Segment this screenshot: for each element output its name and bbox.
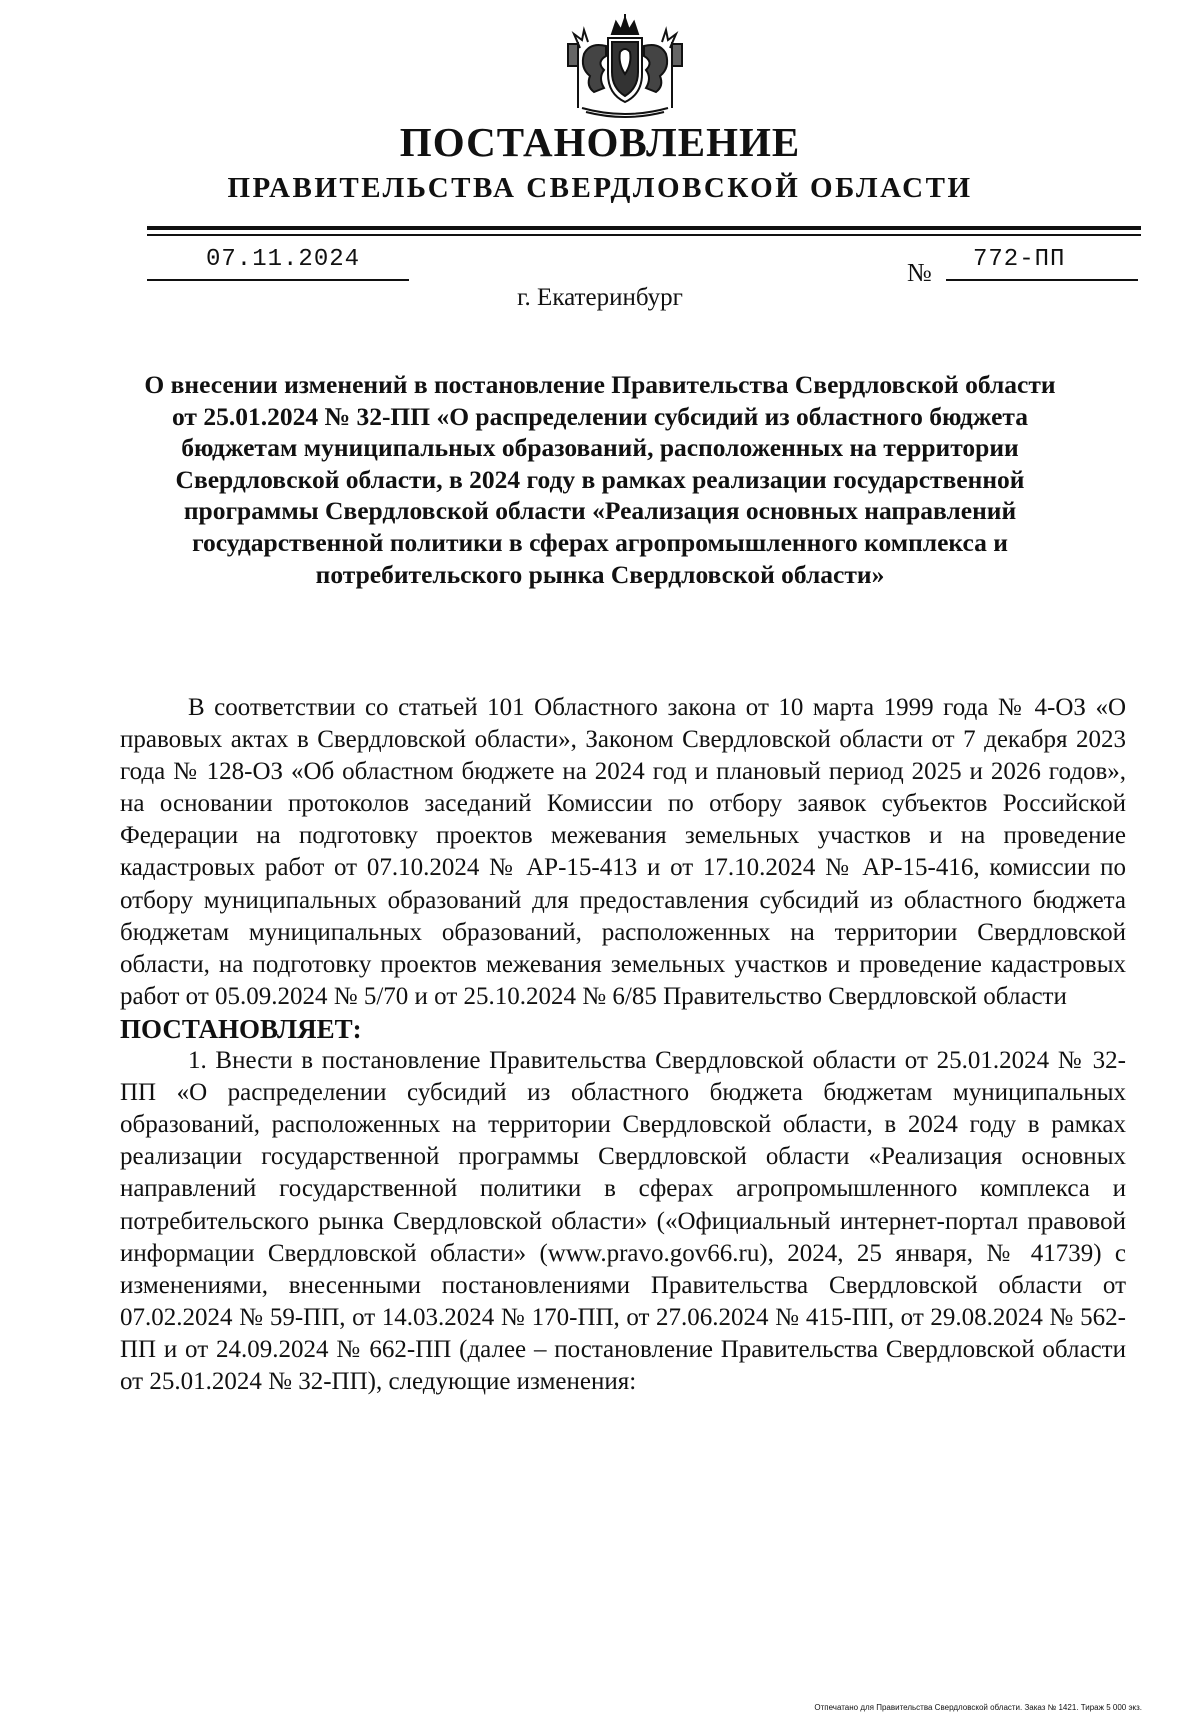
document-heading: О внесении изменений в постановление Правительства Свердловской области от 25.01.2024 № 32-ПП «О распределении субсидий из областного бюджета бюджетам муниципальных образований, расположенных на территории Свердловской области, в 2024 году в рамках реализации государственной программы Свердловской области «Реализация основных направлений государственной политики в сферах агропромышленного комплекса и потребительского рынка Свердловской области» [144,370,1056,589]
date-underline [147,279,409,281]
number-sign: № [907,258,932,287]
number-underline [946,279,1138,281]
document-number: 772-ПП [973,246,1066,273]
header-divider-thick [147,226,1141,230]
enactment-word: ПОСТАНОВЛЯЕТ: [120,1013,362,1044]
item-1-paragraph: 1. Внести в постановление Правительства Свердловской области от 25.01.2024 № 32-ПП «О распределении субсидий из областного бюджета бюджетам муниципальных образований, расположенных на территории Свердловской области, в 2024 году в рамках реализации государственной программы Свердловской области «Реализация основных направлений государственной политики в сферах агропромышленного комплекса и потребительского рынка Свердловской области» («Официальный интернет-портал правовой информации Свердловской области» (www.pravo.gov66.ru), 2024, 25 января, № 41739) с изменениями, внесенными постановлениями Правительства Свердловской области от 07.02.2024 № 59-ПП, от 14.03.2024 № 170-ПП, от 27.06.2024 № 415-ПП, от 29.08.2024 № 562-ПП и от 24.09.2024 № 662-ПП (далее – постановление Правительства Свердловской области от 25.01.2024 № 32-ПП), следующие изменения: [120,1047,1126,1395]
document-body [120,692,1126,1398]
coat-of-arms-icon [560,12,690,122]
header-divider-thin [147,234,1141,236]
preamble-paragraph: В соответствии со статьей 101 Областного закона от 10 марта 1999 года № 4-ОЗ «О правовых актах в Свердловской области», Законом Свердловской области от 7 декабря 2023 года № 128-ОЗ «Об областном бюджете на 2024 год и плановый период 2025 и 2026 годов», на основании протоколов заседаний Комиссии по отбору заявок субъектов Российской Федерации на подготовку проектов межевания земельных участков и на проведение кадастровых работ от 07.10.2024 № АР-15-413 и от 17.10.2024 № АР-15-416, комиссии по отбору муниципальных образований для предоставления субсидий из областного бюджета бюджетам муниципальных образований, расположенных на территории Свердловской области, на подготовку проектов межевания земельных участков и проведение кадастровых работ от 05.09.2024 № 5/70 и от 25.10.2024 № 6/85 Правительство Свердловской области [120,694,1126,1010]
document-type-title: ПОСТАНОВЛЕНИЕ [399,119,801,165]
city-label: г. Екатеринбург [517,284,683,311]
document-date: 07.11.2024 [206,246,361,273]
print-note: Отпечатано для Правительства Свердловской области. Заказ № 1421. Тираж 5 000 экз. [814,1703,1142,1712]
issuer-title: ПРАВИТЕЛЬСТВА СВЕРДЛОВСКОЙ ОБЛАСТИ [227,172,973,204]
